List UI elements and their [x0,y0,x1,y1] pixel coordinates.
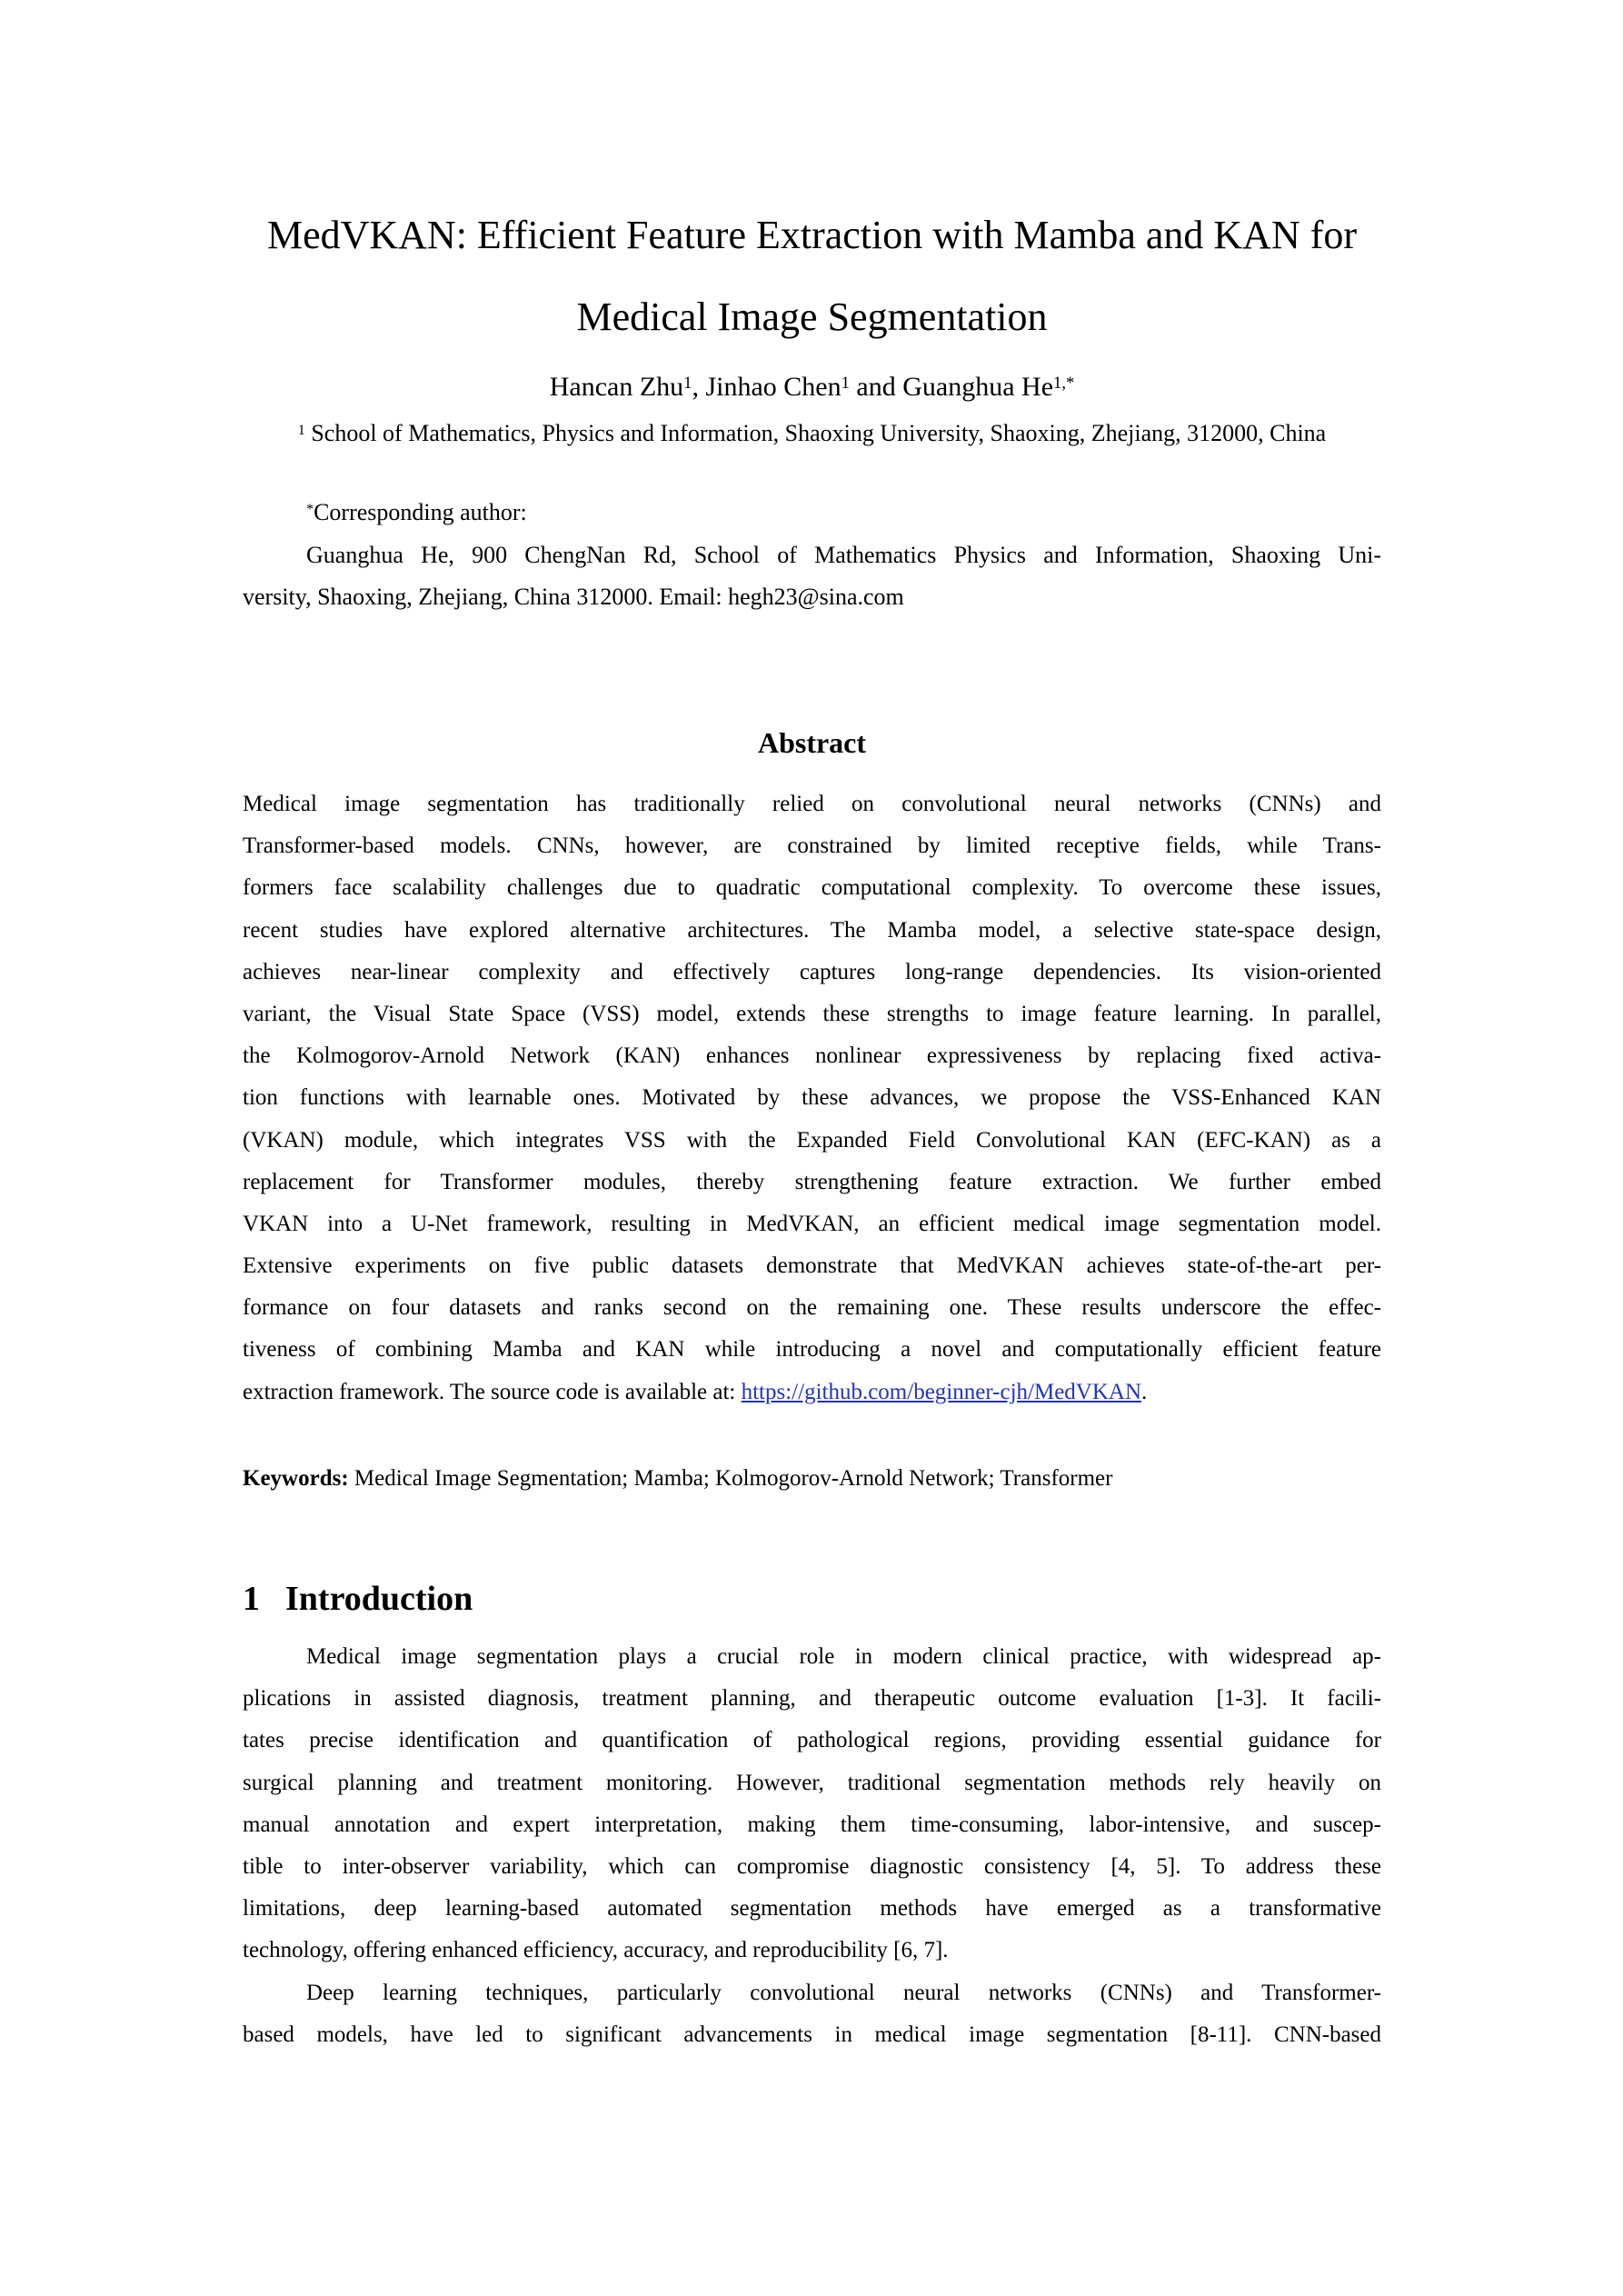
paper-title-line2: Medical Image Segmentation [576,294,1048,339]
author-list [243,371,1381,404]
section-number: 1 [243,1580,260,1618]
abstract-line: formance on four datasets and ranks second on the remaining one. These results underscore the effec- [243,1295,1381,1321]
author-name: Jinhao Chen [705,372,841,402]
introduction-line: limitations, deep learning-based automated segmentation methods have emerged as a transformative [243,1896,1381,1922]
corresponding-mark: * [306,501,314,517]
keywords-label: Keywords: [243,1466,349,1491]
abstract-line: replacement for Transformer modules, thereby strengthening feature extraction. We further embed [243,1169,1381,1194]
introduction-line: manual annotation and expert interpretation, making them time-consuming, labor-intensive, and suscep- [243,1812,1381,1837]
introduction-line: plications in assisted diagnosis, treatment planning, and therapeutic outcome evaluation [1-3]. It facili- [243,1686,1381,1712]
abstract-line: VKAN into a U-Net framework, resulting in MedVKAN, an efficient medical image segmentation model. [243,1211,1381,1236]
author-affiliation-mark: 1 [683,373,692,393]
paper-title-line1: MedVKAN: Efficient Feature Extraction with Mamba and KAN for [266,213,1358,257]
author-affiliation-mark: 1 [841,373,850,393]
introduction-line: tible to inter-observer variability, which can compromise diagnostic consistency [4, 5]. To address these [243,1853,1381,1879]
source-code-link[interactable]: https://github.com/beginner-cjh/MedVKAN [741,1379,1142,1404]
affiliation-mark: 1 [297,422,305,438]
author-name: Guanghua He [902,372,1054,402]
abstract-line: tion functions with learnable ones. Motivated by these advances, we propose the VSS-Enhanced KAN [243,1085,1381,1111]
abstract-line: variant, the Visual State Space (VSS) model, extends these strengths to image feature learning. In parallel, [243,1001,1381,1026]
author-separator: and [849,372,903,402]
author-separator: , [692,372,706,402]
keywords-text: Medical Image Segmentation; Mamba; Kolmogorov-Arnold Network; Transformer [348,1466,1113,1491]
abstract-line [243,1372,1381,1413]
affiliation [243,419,1381,447]
abstract-heading: Abstract [757,726,867,759]
abstract-line: formers face scalability challenges due to quadratic computational complexity. To overcome these issues, [243,875,1381,901]
corresponding-author-label: *Corresponding author: [306,499,527,525]
abstract-line: tiveness of combining Mamba and KAN while introducing a novel and computationally efficient feature [243,1337,1381,1363]
introduction-line: Medical image segmentation plays a crucial role in modern clinical practice, with widespread ap- [306,1644,1381,1669]
introduction-line: Deep learning techniques, particularly convolutional neural networks (CNNs) and Transformer- [306,1980,1381,2005]
author-name: Hancan Zhu [549,372,684,402]
abstract-line: achieves near-linear complexity and effectively captures long-range dependencies. Its vision-oriented [243,959,1381,984]
abstract-line: Transformer-based models. CNNs, however, are constrained by limited receptive fields, while Trans- [243,834,1381,859]
keywords [243,1458,1381,1500]
abstract-line: Extensive experiments on five public datasets demonstrate that MedVKAN achieves state-of-the-art per- [243,1253,1381,1279]
introduction-line: technology, offering enhanced efficiency, accuracy, and reproducibility [6, 7]. [243,1938,949,1963]
introduction-line: surgical planning and treatment monitoring. However, traditional segmentation methods rely heavily on [243,1770,1381,1795]
introduction-body [243,1636,1381,2056]
corresponding-address-line: Guanghua He, 900 ChengNan Rd, School of Mathematics Physics and Information, Shaoxing Uni- [306,542,1381,568]
section-title: Introduction [285,1580,473,1618]
introduction-line: tates precise identification and quantification of pathological regions, providing essential guidance for [243,1728,1381,1753]
abstract-line: recent studies have explored alternative architectures. The Mamba model, a selective state-space design, [243,917,1381,943]
corresponding-address-line: versity, Shaoxing, Zhejiang, China 312000. Email: hegh23@sina.com [243,584,904,611]
abstract-line: the Kolmogorov-Arnold Network (KAN) enhances nonlinear expressiveness by replacing fixed activa- [243,1043,1381,1069]
author-affiliation-mark: 1,* [1053,373,1075,393]
abstract-body [243,784,1381,1413]
section-heading-introduction [243,1579,1381,1621]
sentence-period: . [1141,1379,1148,1404]
abstract-line: Medical image segmentation has traditionally relied on convolutional neural networks (CNNs) and [243,792,1381,816]
abstract-line: (VKAN) module, which integrates VSS with the Expanded Field Convolutional KAN (EFC-KAN) as a [243,1127,1381,1153]
introduction-line: based models, have led to significant advancements in medical image segmentation [8-11]. CNN-based [243,2021,1381,2047]
affiliation-text: School of Mathematics, Physics and Information, Shaoxing University, Shaoxing, Zhejiang, 312000, China [304,420,1327,446]
source-code-text: extraction framework. The source code is available at: [243,1379,742,1404]
